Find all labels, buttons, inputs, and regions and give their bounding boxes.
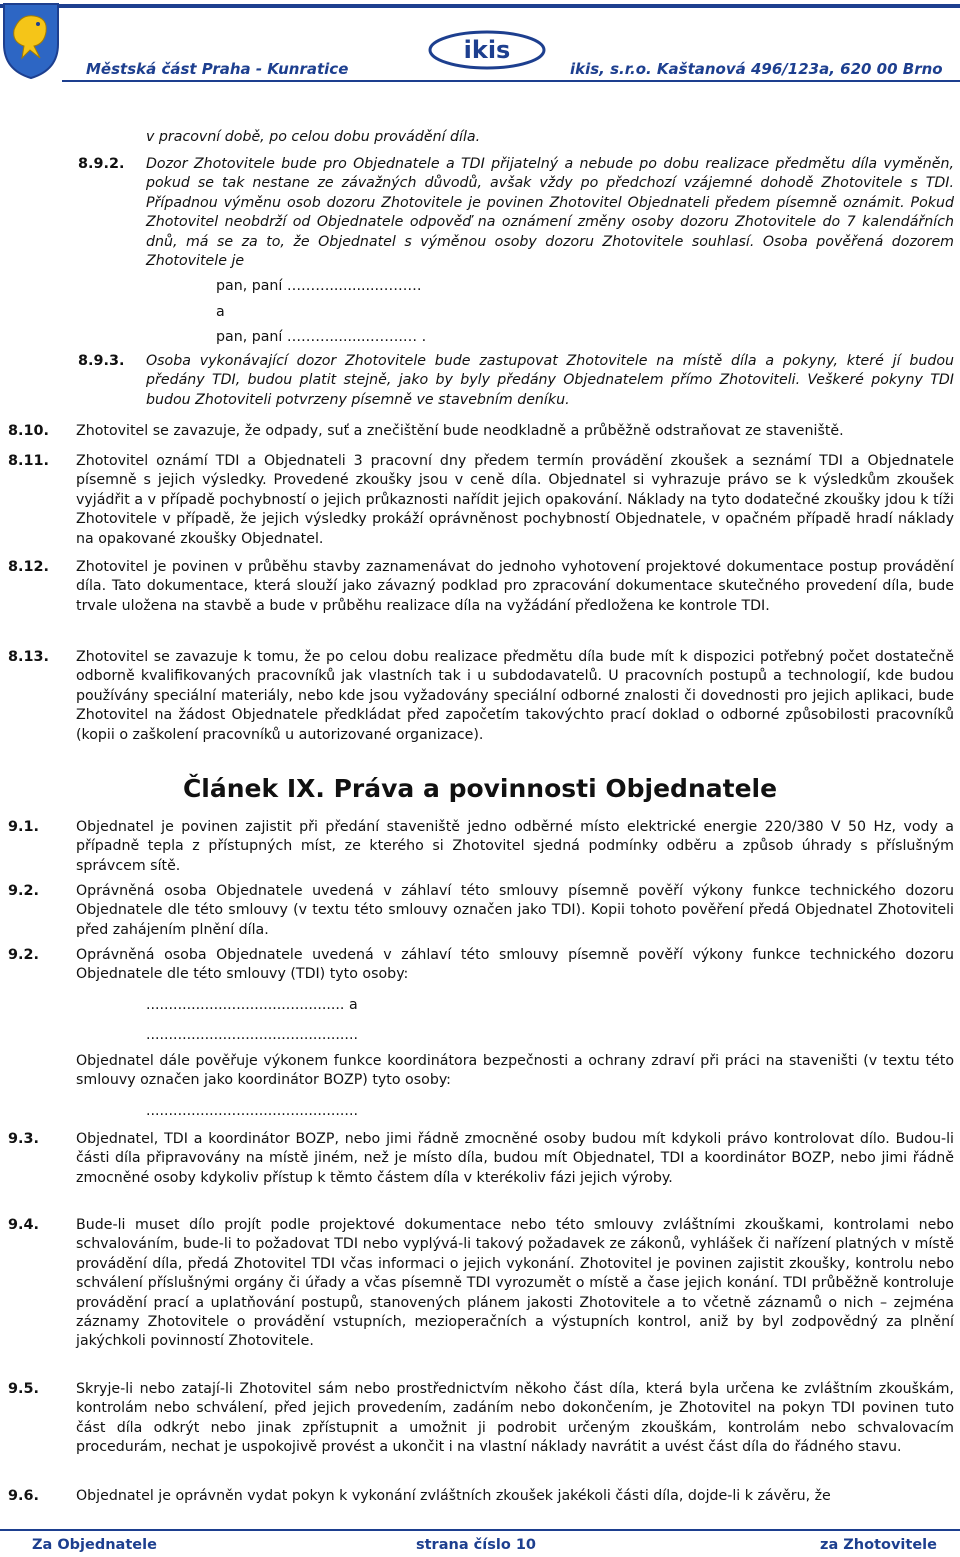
header-top-rule bbox=[0, 4, 960, 8]
section-number-9-1: 9.1. bbox=[8, 819, 39, 835]
section-number-9-3: 9.3. bbox=[8, 1131, 39, 1147]
ikis-logo-icon bbox=[428, 30, 546, 70]
section-number-8-9-3: 8.9.3. bbox=[78, 353, 125, 369]
kunratice-crest-icon bbox=[0, 0, 62, 80]
section-8-10-text: Zhotovitel se zavazuje, že odpady, suť a znečištění bude neodkladně a průběžně odstraňovat ze staveniště. bbox=[76, 423, 844, 439]
section-number-8-12: 8.12. bbox=[8, 559, 49, 575]
section-number-8-11: 8.11. bbox=[8, 453, 49, 469]
section-9-5-text: Skryje-li nebo zatají-li Zhotovitel sám nebo prostřednictvím někoho část díla, která byla určena ke zvláštním zkouškám, kontrolám nebo schválení, před jejich provedením, zadáním nebo dokončením, je Zhotovitel na pokyn TDI povinen tuto část díla odkrýt nebo jinak zpřístupnit a umožnit ji podrobit určeným zkouškám, kontrolám nebo schvalovacím procedurám, nechat je uspokojivě provést a ukončit i na vlastní náklady navrátit a uvést část díla do řádného stavu. bbox=[76, 1381, 954, 1456]
section-9-3-text: Objednatel, TDI a koordinátor BOZP, nebo jimi řádně zmocněné osoby budou mít kdykoli právo kontrolovat dílo. Budou-li části díla připravovány na místě jiném, než je místo díla, budou mít Objednatel, TDI a koordinátor BOZP, nebo jimi řádně zmocněné osoby kdykoliv přístup k těmto částem díla v kterékoliv fázi jejich výroby. bbox=[76, 1131, 954, 1186]
footer-rule bbox=[0, 1529, 960, 1531]
supervisor-line-1: pan, paní ………...........……… bbox=[216, 278, 422, 294]
section-number-9-6: 9.6. bbox=[8, 1488, 39, 1504]
supervisor-line-2: pan, paní ……….........…….… . bbox=[216, 329, 427, 345]
section-8-12-text: Zhotovitel je povinen v průběhu stavby zaznamenávat do jednoho vyhotovení projektové dokumentace postup provádění díla. Tato dokumentace, která slouží jako závazný podklad pro zpracování dokumentace skutečného provedení díla, bude trvale uložena na stavbě a bude v průběhu realizace díla na vyžádání předložena ke kontrole TDI. bbox=[76, 559, 954, 614]
section-number-9-5: 9.5. bbox=[8, 1381, 39, 1397]
section-9-6-text: Objednatel je oprávněn vydat pokyn k vykonání zvláštních zkoušek jakékoli části díla, dojde-li k závěru, že bbox=[76, 1488, 831, 1504]
header-company-address: ikis, s.r.o. Kaštanová 496/123a, 620 00 Brno bbox=[570, 60, 943, 78]
tdi-person-1: ............................................ a bbox=[146, 997, 358, 1013]
footer-page-number: strana číslo 10 bbox=[416, 1537, 537, 1553]
ikis-logo-text: ikis bbox=[463, 36, 511, 64]
article-heading: Článek IX. Práva a povinnosti Objednatele bbox=[182, 774, 778, 803]
section-number-8-9-2: 8.9.2. bbox=[78, 156, 125, 172]
section-number-8-13: 8.13. bbox=[8, 649, 49, 665]
footer-contractor-sign: za Zhotovitele bbox=[820, 1537, 937, 1553]
section-9-2b-text: Oprávněná osoba Objednatele uvedená v záhlaví této smlouvy písemně pověří výkony funkce technického dozoru Objednatele dle této smlouvy (TDI) tyto osoby: bbox=[76, 947, 954, 983]
section-8-9-3-text: Osoba vykonávající dozor Zhotovitele bude zastupovat Zhotovitele na místě díla a pokyny, které jí budou předány TDI, budou platit stejně, jako by byly předány Objednatelem přímo Zhotoviteli. Veškeré pokyny TDI budou Zhotoviteli potvrzeny písemně ve stavebním deníku. bbox=[146, 353, 954, 408]
section-8-11-text: Zhotovitel oznámí TDI a Objednateli 3 pracovní dny předem termín provádění zkoušek a seznámí TDI a Objednatele písemně s jejich výsledky. Provedené zkoušky jsou v ceně díla. Objednatel si vyhrazuje právo se k výsledkům zkoušek vyjádřit a v případě pochybností o jejich průkaznosti nařídit jejich opakování. Náklady na tyto dodatečné zkoušky jdou k tíži Zhotovitele v případě, že jejich výsledky prokáží oprávněnost pochybností Objednatele, v opačném případě hradí náklady na opakované zkoušky Objednatel. bbox=[76, 453, 954, 547]
section-8-9-2-text: Dozor Zhotovitele bude pro Objednatele a TDI přijatelný a nebude po dobu realizace předmětu díla vyměněn, pokud se tak nestane ze závažných důvodů, avšak vždy po předchozí vzájemné dohodě Zhotovitele s TDI. Případnou výměnu osob dozoru Zhotovitele je povinen Zhotovitel Objednateli předem písemně oznámit. Pokud Zhotovitel neobdrží od Objednatele odpověď na oznámení změny osoby dozoru Zhotovitele do 7 kalendářních dnů, má se za to, že Objednatel s výměnou osoby dozoru Zhotovitele souhlasí. Osoba pověřená dozorem Zhotovitele je bbox=[146, 156, 954, 270]
supervisor-conjunction: a bbox=[216, 304, 225, 320]
bozp-coordinator-text: Objednatel dále pověřuje výkonem funkce koordinátora bezpečnosti a ochrany zdraví při práci na staveništi (v textu této smlouvy označen jako koordinátor BOZP) tyto osoby: bbox=[76, 1053, 954, 1089]
section-number-9-2: 9.2. bbox=[8, 883, 39, 899]
continuation-text: v pracovní době, po celou dobu provádění díla. bbox=[146, 129, 481, 145]
section-9-2-text: Oprávněná osoba Objednatele uvedená v záhlaví této smlouvy písemně pověří výkony funkce technického dozoru Objednatele dle této smlouvy (v textu této smlouvy označen jako TDI). Kopii tohoto pověření předá Objednatel Zhotoviteli před zahájením plnění díla. bbox=[76, 883, 954, 938]
section-number-8-10: 8.10. bbox=[8, 423, 49, 439]
tdi-person-2: ............................................... bbox=[146, 1027, 358, 1043]
header-bottom-rule bbox=[62, 80, 960, 82]
section-8-13-text: Zhotovitel se zavazuje k tomu, že po celou dobu realizace předmětu díla bude mít k dispozici potřebný počet dostatečně odborně kvalifikovaných pracovníků jak vlastních tak i u subdodavatelů. U pracovních postupů a technologií, kde budou používány speciální materiály, nebo kde jsou vyžadovány speciální odborné znalosti či dovednosti pro jejich aplikaci, bude Zhotovitel na žádost Objednatele předkládat před započetím takovýchto prací doklad o odborné způsobilosti pracovníků (kopii o zaškolení pracovníků u autorizované organizace). bbox=[76, 649, 954, 743]
header-municipality: Městská část Praha - Kunratice bbox=[86, 60, 349, 78]
section-number-9-2b: 9.2. bbox=[8, 947, 39, 963]
section-number-9-4: 9.4. bbox=[8, 1217, 39, 1233]
section-9-1-text: Objednatel je povinen zajistit při předání staveniště jedno odběrné místo elektrické energie 220/380 V 50 Hz, vody a případně tepla z přístupných míst, ze kterého si Zhotovitel sjedná podmínky odběru a způsob úhrady s příslušným správcem sítě. bbox=[76, 819, 954, 874]
section-9-4-text: Bude-li muset dílo projít podle projektové dokumentace nebo této smlouvy zvláštními zkouškami, kontrolami nebo schvalováním, bude-li to požadovat TDI nebo vyplývá-li takový požadavek ze zákonů, vyhlášek či nařízení platných v místě provádění díla, předá Zhotovitel TDI včas informaci o jejich vykonání. Zhotovitel je povinen zajistit zkoušky, kontrolu nebo schválení příslušnými orgány či úřady a včas písemně TDI vyrozumět o místě a čase jejich konání. TDI průběžně kontroluje provádění prací a uplatňování postupů, stanovených plánem jakosti Zhotovitele a to včetně záznamů o nich – zejména záznamy Zhotovitele o provádění vstupních, mezioperačních a výstupních kontrol, aniž by byl zodpovědný za plnění jakýchkoli povinností Zhotovitele. bbox=[76, 1217, 954, 1350]
footer-client-sign: Za Objednatele bbox=[32, 1537, 157, 1553]
bozp-person: ............................................... bbox=[146, 1103, 358, 1119]
